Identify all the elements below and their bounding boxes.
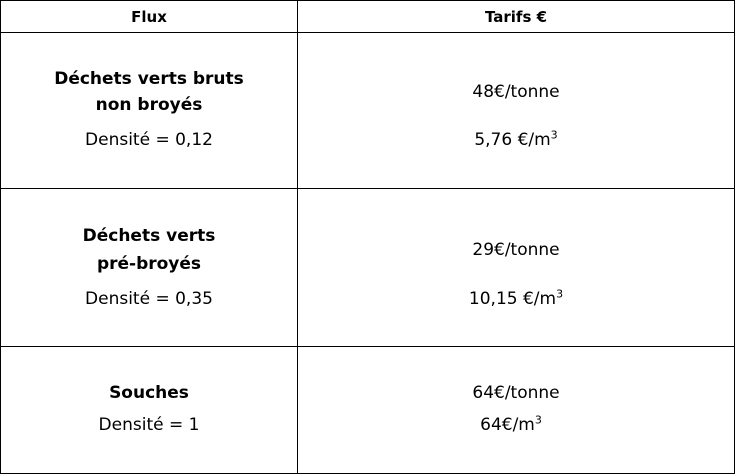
- header-flux: Flux: [1, 1, 298, 32]
- flux-densite: Densité = 0,12: [85, 130, 213, 150]
- tarif-tonne: 29€/tonne: [472, 240, 560, 260]
- flux-densite: Densité = 0,35: [85, 289, 213, 309]
- flux-cell: [1, 347, 298, 473]
- tarif-m3: [298, 288, 734, 310]
- tarif-m3-value: 5,76 €/m: [474, 130, 551, 150]
- tarif-tonne: 48€/tonne: [472, 82, 560, 102]
- flux-name-line1: Déchets verts: [82, 226, 216, 246]
- table-row: [1, 189, 734, 347]
- table-row: [1, 33, 734, 189]
- tarif-m3-exponent: 3: [534, 413, 542, 427]
- flux-densite: Densité = 1: [98, 415, 200, 435]
- header-tarifs: Tarifs €: [484, 7, 548, 26]
- tarif-cell: [298, 189, 734, 346]
- flux-cell: [1, 33, 298, 188]
- flux-name-line2: non broyés: [95, 95, 203, 115]
- tarif-m3: [298, 414, 734, 436]
- tarif-cell: [298, 33, 734, 188]
- table-row: [1, 347, 734, 473]
- flux-cell: [1, 189, 298, 346]
- tarif-m3: [298, 129, 734, 151]
- flux-name-line1: Souches: [109, 383, 189, 403]
- tarif-cell: [298, 347, 734, 473]
- flux-name-line1: Déchets verts bruts: [54, 69, 244, 89]
- table-header-row: [1, 1, 734, 33]
- tarif-m3-value: 64€/m: [480, 415, 535, 435]
- tarif-tonne: 64€/tonne: [472, 383, 560, 403]
- flux-name-line2: pré-broyés: [96, 254, 202, 274]
- tarif-m3-exponent: 3: [556, 287, 564, 301]
- tarif-m3-value: 10,15 €/m: [468, 289, 557, 309]
- tarif-m3-exponent: 3: [550, 128, 558, 142]
